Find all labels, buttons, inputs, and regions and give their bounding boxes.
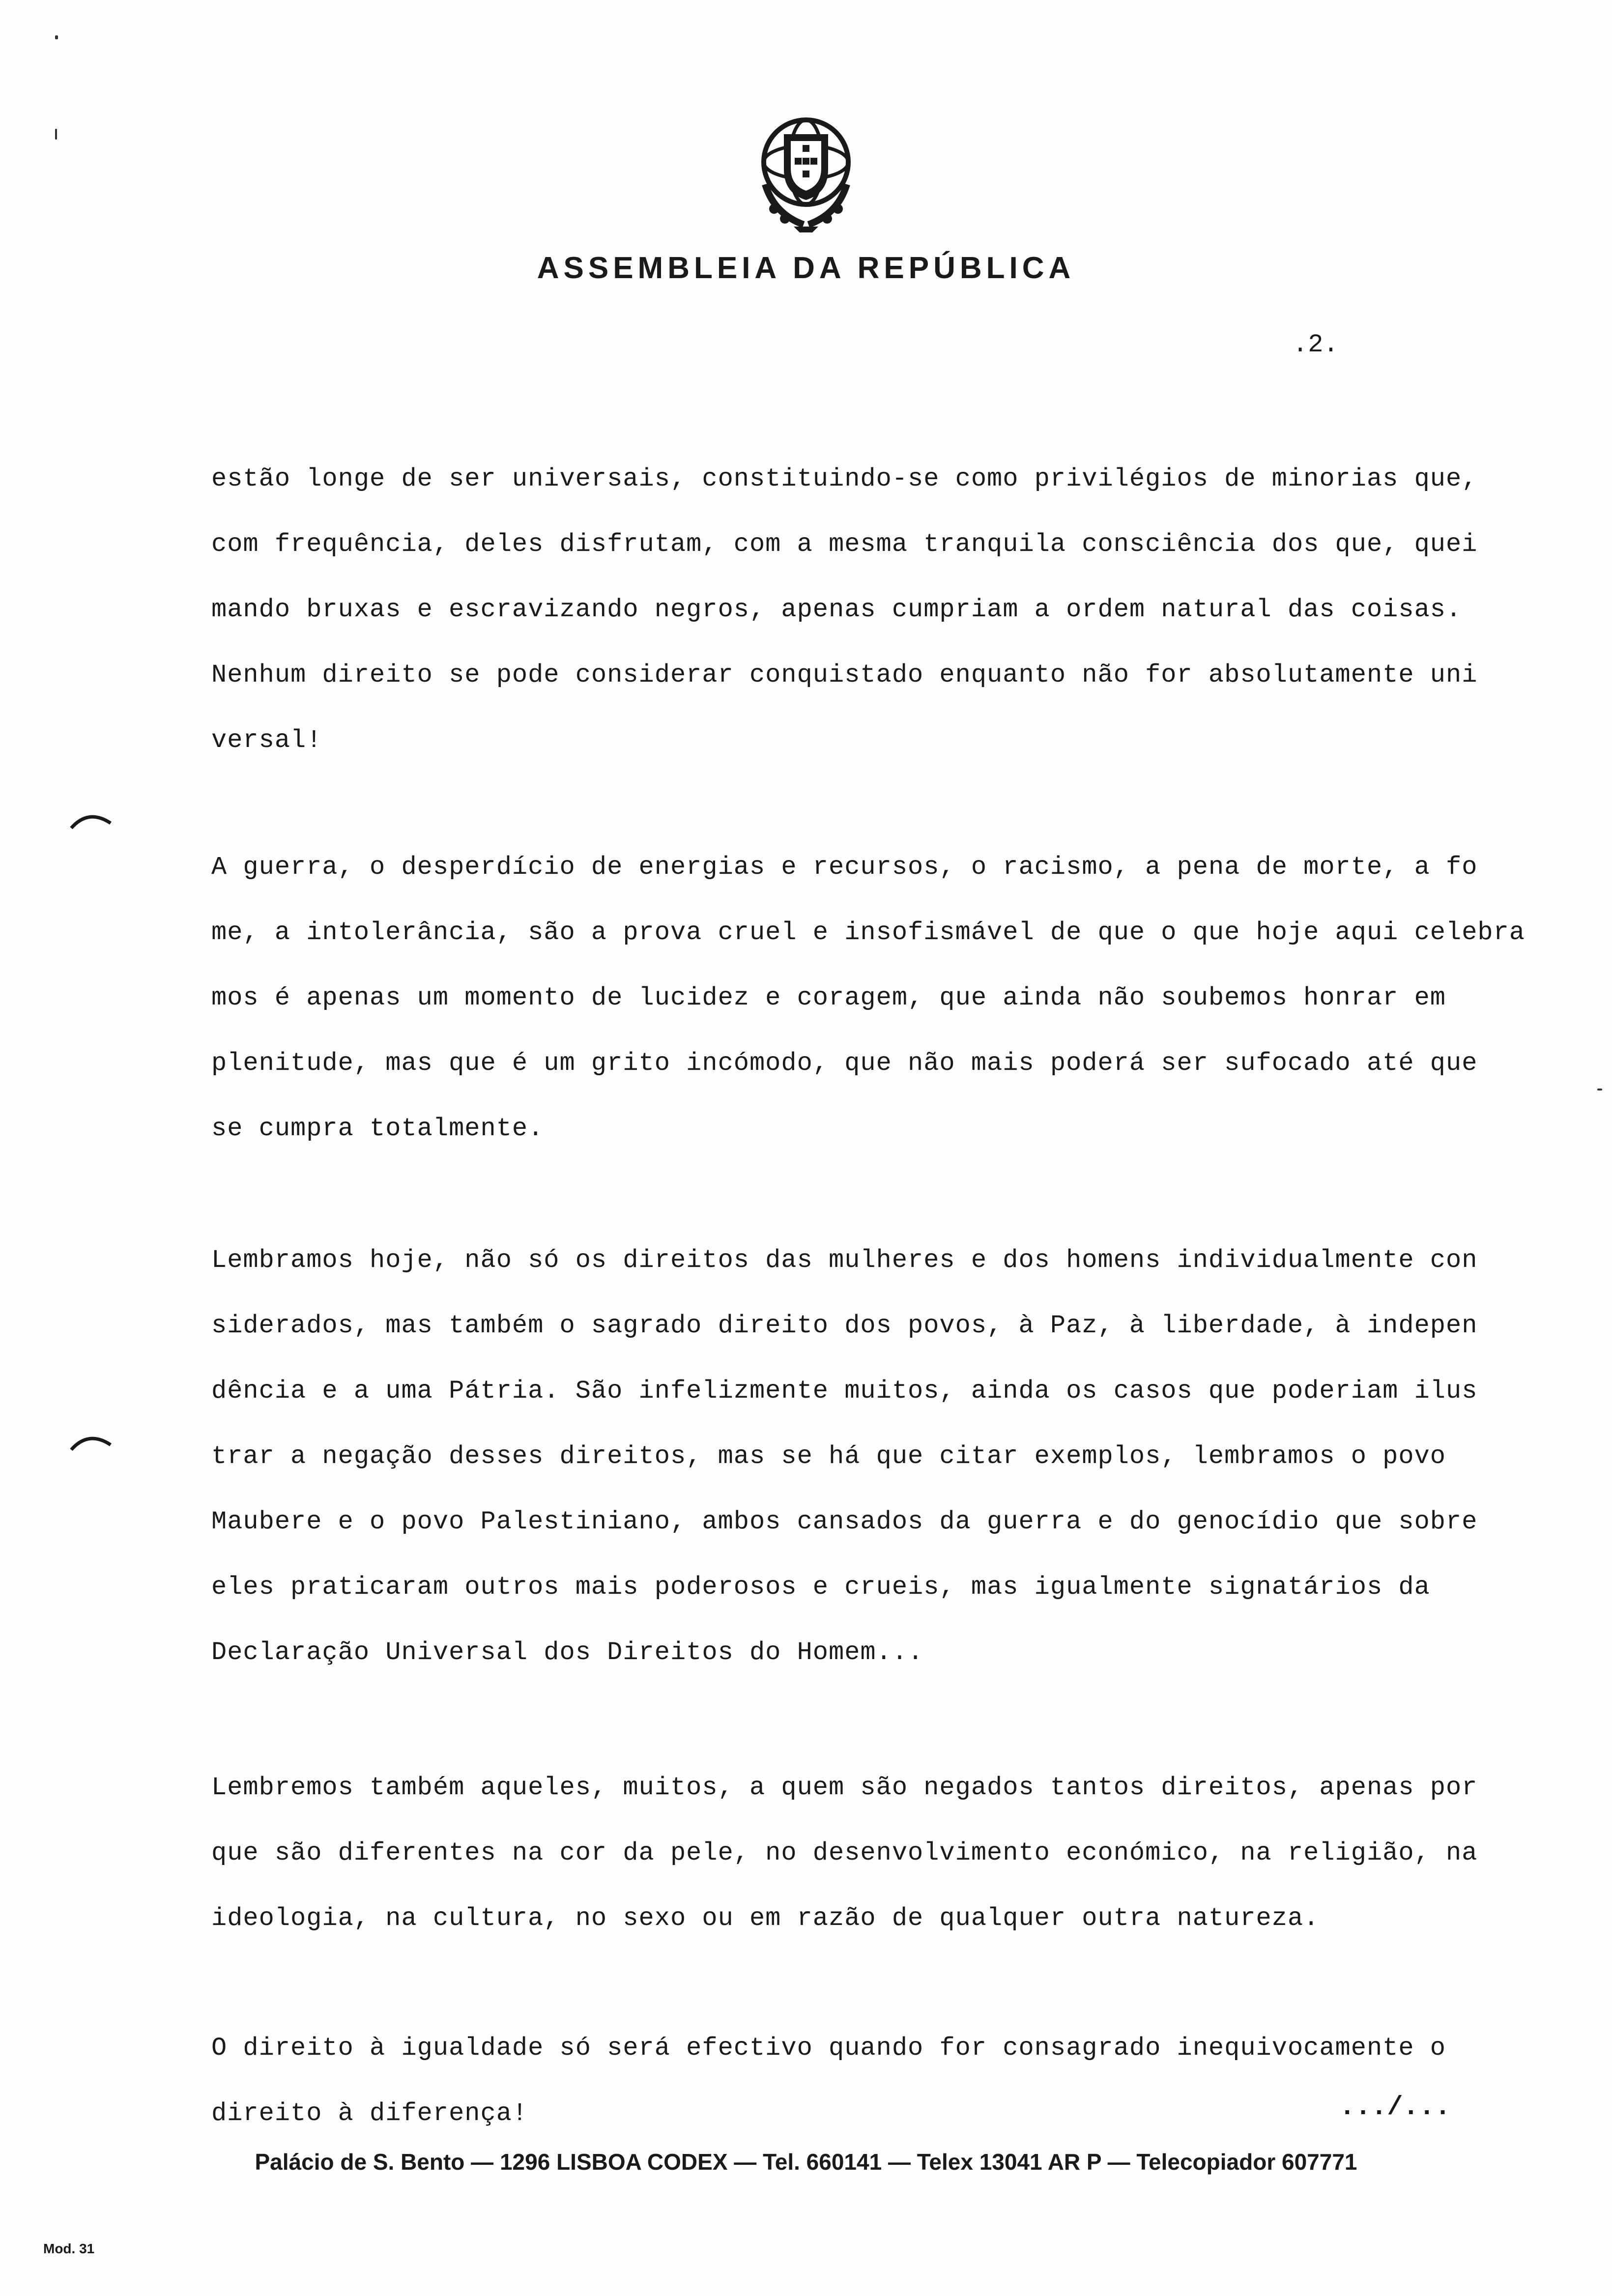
- text-line: mando bruxas e escravizando negros, apenas cumpriam a ordem natural das coisas.: [211, 595, 1462, 624]
- paragraph-2: [211, 845, 1568, 1172]
- text-line: eles praticaram outros mais poderosos e crueis, mas igualmente signatários da: [211, 1573, 1430, 1602]
- scan-speck: [55, 129, 57, 140]
- text-line: mos é apenas um momento de lucidez e coragem, que ainda não soubemos honrar em: [211, 983, 1446, 1012]
- text-line: O direito à igualdade só será efectivo quando for consagrado inequivocamente o: [211, 2034, 1446, 2063]
- continuation-mark: .../...: [1339, 2093, 1451, 2123]
- scan-speck: [1597, 1089, 1602, 1091]
- text-line: Declaração Universal dos Direitos do Homem...: [211, 1638, 924, 1667]
- text-line: estão longe de ser universais, constituindo-se como privilégios de minorias que,: [211, 464, 1478, 493]
- punch-hole-mark: [69, 811, 113, 831]
- text-line: Lembremos também aqueles, muitos, a quem são negados tantos direitos, apenas por: [211, 1773, 1478, 1802]
- scan-speck: [55, 35, 58, 39]
- punch-hole-mark: [69, 1433, 113, 1452]
- text-line: Lembramos hoje, não só os direitos das mulheres e dos homens individualmente con: [211, 1246, 1478, 1275]
- paragraph-1: [211, 457, 1568, 784]
- text-line: me, a intolerância, são a prova cruel e insofismável de que o que hoje aqui celebra: [211, 918, 1526, 947]
- text-line: plenitude, mas que é um grito incómodo, que não mais poderá ser sufocado até que: [211, 1049, 1478, 1078]
- text-line: Nenhum direito se pode considerar conquistado enquanto não for absolutamente uni: [211, 660, 1478, 689]
- footer-address: Palácio de S. Bento — 1296 LISBOA CODEX — Tel. 660141 — Telex 13041 AR P — Telecopiador 607771: [255, 2149, 1357, 2175]
- paragraph-3: [211, 1238, 1568, 1696]
- paragraph-5: [211, 2026, 1568, 2157]
- text-line: trar a negação desses direitos, mas se há que citar exemplos, lembramos o povo: [211, 1442, 1446, 1471]
- coat-of-arms-emblem: [754, 111, 858, 233]
- text-line: direito à diferença!: [211, 2099, 528, 2128]
- text-line: se cumpra totalmente.: [211, 1114, 544, 1143]
- form-number: Mod. 31: [43, 2241, 95, 2256]
- text-line: A guerra, o desperdício de energias e recursos, o racismo, a pena de morte, a fo: [211, 853, 1478, 882]
- text-line: que são diferentes na cor da pele, no desenvolvimento económico, na religião, na: [211, 1838, 1478, 1867]
- text-line: Maubere e o povo Palestiniano, ambos cansados da guerra e do genocídio que sobre: [211, 1507, 1478, 1536]
- text-line: com frequência, deles disfrutam, com a mesma tranquila consciência dos que, quei: [211, 530, 1478, 559]
- text-line: siderados, mas também o sagrado direito dos povos, à Paz, à liberdade, à indepen: [211, 1311, 1478, 1340]
- paragraph-4: [211, 1766, 1568, 1962]
- page-number: .2.: [1293, 330, 1339, 359]
- institution-heading: ASSEMBLEIA DA REPÚBLICA: [537, 251, 1075, 285]
- text-line: versal!: [211, 726, 322, 755]
- text-line: ideologia, na cultura, no sexo ou em razão de qualquer outra natureza.: [211, 1904, 1320, 1933]
- text-line: dência e a uma Pátria. São infelizmente muitos, ainda os casos que poderiam ilus: [211, 1377, 1478, 1406]
